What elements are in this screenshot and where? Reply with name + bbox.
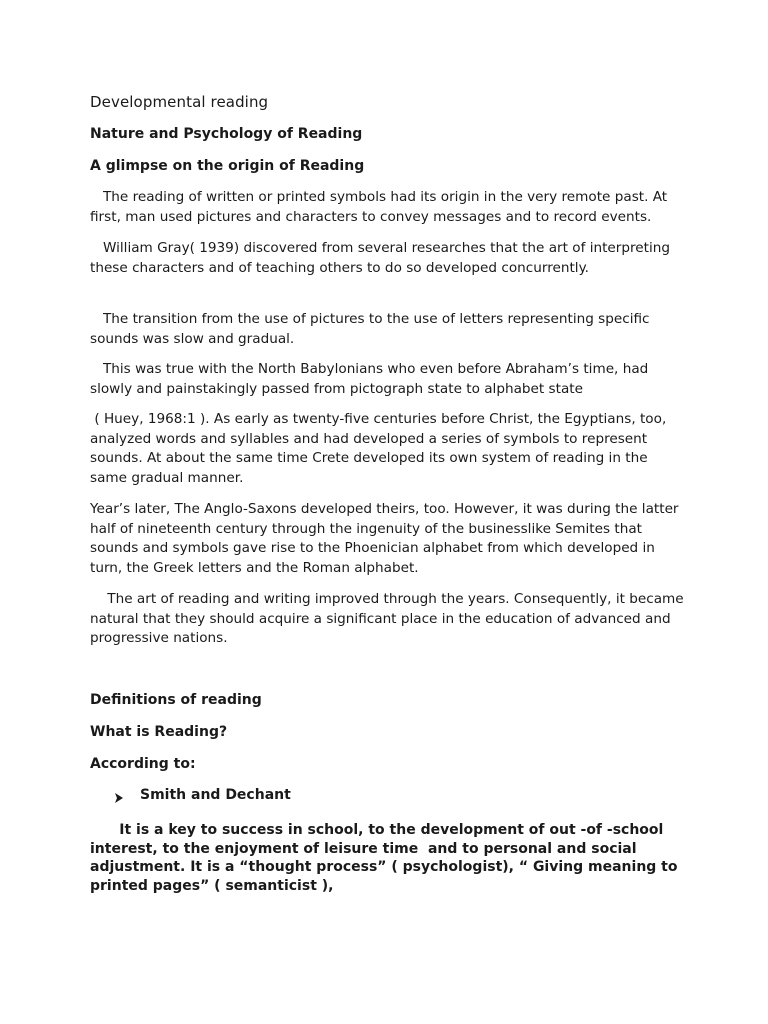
definition-quote: It is a key to success in school, to the development of out -of -school interest, to the enjoyment of leisure time and to personal and social adjustment. It is a “thought process” ( psychologist), “ Giving meaning to printed pages” ( semanticist ), [90, 822, 683, 894]
heading-according-to: According to: [90, 756, 196, 772]
paragraph-art-of-reading: The art of reading and writing improved through the years. Consequently, it became natural that they should acquire a significant place in the education of advanced and progressive nations. [90, 591, 688, 646]
paragraph-anglo-saxons: Year’s later, The Anglo-Saxons developed theirs, too. However, it was during the latter half of nineteenth century through the ingenuity of the businesslike Semites that sounds and symbols gave rise to the Phoenician alphabet from which developed in turn, the Greek letters and the Roman alphabet. [90, 501, 683, 576]
paragraph-origin: The reading of written or printed symbols had its origin in the very remote past. At first, man used pictures and characters to convey messages and to record events. [90, 189, 672, 225]
paragraph-william-gray: William Gray( 1939) discovered from several researches that the art of interpreting these characters and of teaching others to do so developed concurrently. [90, 240, 675, 276]
paragraph-huey: ( Huey, 1968:1 ). As early as twenty-five centuries before Christ, the Egyptians, too, analyzed words and syllables and had developed a series of symbols to represent sounds. At about the same time Crete developed its own system of reading in the same gradual manner. [90, 411, 671, 486]
heading-what-is-reading: What is Reading? [90, 724, 228, 740]
heading-definitions: Definitions of reading [90, 692, 262, 708]
heading-origin-glimpse: A glimpse on the origin of Reading [90, 158, 365, 174]
document-title: Developmental reading [90, 93, 269, 111]
paragraph-babylonians: This was true with the North Babylonians who even before Abraham’s time, had slowly and painstakingly passed from pictograph state to alphabet state [90, 361, 653, 397]
paragraph-transition: The transition from the use of pictures to the use of letters representing specific sounds was slow and gradual. [90, 311, 654, 347]
heading-nature-psychology: Nature and Psychology of Reading [90, 126, 363, 142]
bullet-item-smith-dechant [114, 787, 291, 803]
arrowhead-bullet-icon [114, 789, 124, 801]
bullet-label: Smith and Dechant [140, 787, 291, 803]
